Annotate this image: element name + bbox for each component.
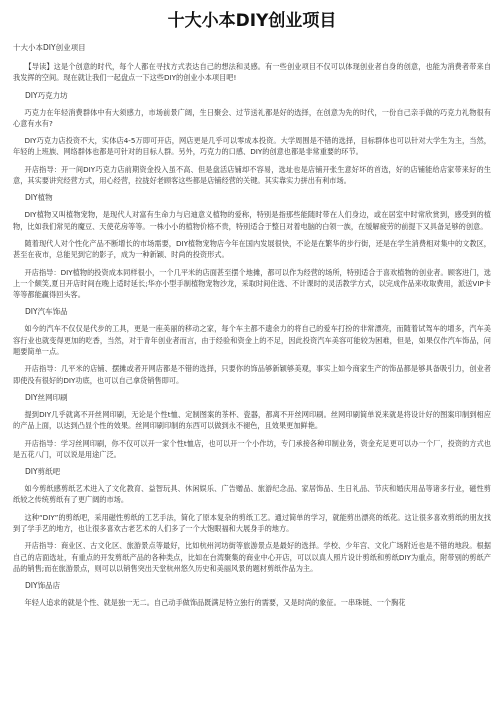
- paragraph: 提到DIY几乎就离不开丝网印刷，无论是个性t恤、定制图案的茶杯、瓷器，都离不开丝网印刷。丝网印刷简单说来就是将设计好的图案印制到相应的产品上面，以达到凸显个性的效果。丝网印刷印制的东西可以做到永不褪色，且效果更加鲜艳。: [13, 409, 491, 431]
- section-heading: DIY汽车饰品: [25, 307, 68, 317]
- section-heading: DIY剪纸吧: [25, 467, 61, 477]
- document-body: [13, 61, 491, 609]
- paragraph: 开店指导：DIY植物的投资成本同样很小，一个几平米的店面甚至摆个地摊，都可以作为经营的场所，特别适合于喜欢植物的创业者。顾客进门，选上一个颇笑,夏日开店时间在晚上适时延长;华亦小型手制植物宠物沙龙，采取时间住选、不计课时的灵活教学方式，以完成作品来收取费用，派送VIP卡等等都能赢得回头客。: [13, 267, 491, 300]
- paragraph: DIY植物又叫植物宠物，是现代人对富有生命力与启迪意义植物的爱称，特别是指那些能随时带在人们身边，或在居室中时常欣赏到，感受到的植物，比如我们常见的魔豆、天使花房等等。一株小小的植物价格不贵，特别适合于整日对着电脑的白领一族，在缓解疲劳的前提下又具备足够的创意。: [13, 210, 491, 231]
- section-heading: DIY植物: [25, 193, 53, 203]
- paragraph: 【导读】这是个创意的时代，每个人都在寻找方式表达自己的想法和灵感。有一些创业项目不仅可以体现创业者自身的创意，也能为消费者带来自我发挥的空间。现在就让我们一起盘点一下这些DIY的创业小本项目吧!: [13, 62, 491, 83]
- paragraph: DIY巧克力店投资不大，实体店4-5万即可开店，网店更是几乎可以零成本投资。大学周围是不错的选择，目标群体也可以针对大学生为主，当然，年轻的上班族、网络群体也都是可针对的目标人群。另外，巧克力的口感、DIY的创意也都是非常重要的环节。: [13, 136, 491, 157]
- paragraph: 开店指导：几平米的店铺、摆摊或者开网店都是不错的选择，只要你的饰品够新颖够美观，事实上如今商家生产的饰品都是够具备吸引力，创业者即使没有很好的DIY功底，也可以自己拿货销售即可。: [13, 364, 491, 385]
- section-heading: DIY巧克力坊: [25, 90, 68, 100]
- document-title: 十大小本DIY创业项目: [167, 11, 337, 31]
- document-subtitle: 十大小本DIY创业项目: [13, 43, 86, 52]
- paragraph: 开店指导：学习丝网印刷，你不仅可以开一家个性t恤店，也可以开一个小作坊，专门承接各种印制业务，资金充足更可以办一个厂，投资的方式也是五花八门，可以说是用途广泛。: [13, 438, 491, 459]
- section-heading: DIY丝网印刷: [25, 392, 68, 402]
- paragraph: 如今剪纸感剪纸艺术进入了文化教育、益智玩具、休闲娱乐、广告赠品、旅游纪念品、家居饰品、生日礼品、节庆和婚庆用品等诸多行业，磁性剪纸较之传统剪纸有了更广阔的市场。: [13, 484, 491, 505]
- paragraph: 如今的汽车不仅仅是代步的工具，更是一座美丽的移动之家，每个车主都不遗余力的将自己的爱车打扮的非常漂亮，而随着试驾车的增多，汽车美容行业也就变得更加的吃香，当然，对于青年创业者而言，由于经验和资金上的不足，因此投资汽车美容可能较为困难，但是，如果仅作汽车饰品，问题要简单一点。: [13, 324, 491, 357]
- paragraph: 年轻人追求的就是个性、就是独一无二。自己动手做饰品既满足特立独行的需要，又是时尚的象征。一串珠链、一个胸花: [24, 598, 406, 608]
- paragraph: 开店指导：商业区、古文化区、旅游景点等最好，比如杭州河坊街等旅游景点是最好的选择。学校、少年宫、文化广场附近也是不错的地段。根据自己的店面选址，有重点的开发剪纸产品的各种类点，比如在台湾聚集的商业中心开店，可以以真人照片设计剪纸和剪纸DIY为重点，附带别的剪纸产品的销售;而在旅游景点，则可以以销售突出天堂杭州悠久历史和美丽风景的题材剪纸作品为主。: [13, 541, 491, 573]
- paragraph: 随着现代人对个性化产品不断增长的市场需要，DIY植物宠物店今年在国内发展很快，不论是在繁华的步行街，还是在学生消费相对集中的文教区，甚至在夜市，总能见到它的影子，成为一种新颖、时尚的投资形式。: [13, 238, 491, 260]
- section-heading: DIY饰品店: [25, 581, 61, 591]
- paragraph: 巧克力在年轻消费群体中有大须感力，市场前景广阔，生日聚会、过节送礼都是好的选择，在创意为先的时代，一份自己亲手做的巧克力礼物很有心意有水有?: [13, 107, 491, 128]
- paragraph: 这种“DIY”的剪纸吧，采用磁性剪纸的工艺手法，简化了原本复杂的剪纸工艺。通过简单的学习，就能剪出漂亮的纸花。这让很多喜欢剪纸的朋友找到了学手艺的地方，也让很多喜欢古老艺术的人们多了一个大饱眼福和大展身手的地方。: [13, 512, 491, 534]
- paragraph: 开店指导：开一间DIY巧克力店前期资金投入虽不高、但是盘活店铺却不容易，选址也是店铺开张生意好坏的首选，好的店铺能给店家带来好的生意，其实要讲究经营方式，用心经营，拉拢好老顾客这些都是店铺经营的关键。其实靠实力拼出有利市场。: [13, 164, 491, 186]
